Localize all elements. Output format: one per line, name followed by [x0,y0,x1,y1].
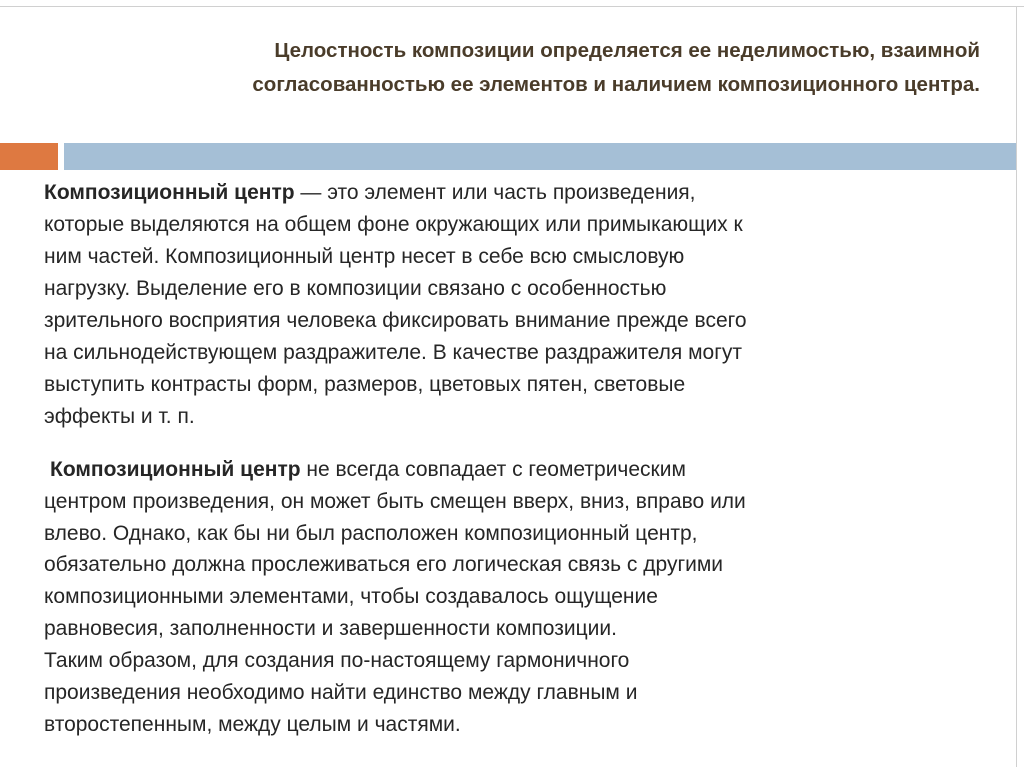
paragraph-2-line: равновесия, заполненности и завершенности композиции. [44,617,617,640]
frame-right-line [1016,6,1017,767]
accent-bar-blue [64,143,1016,170]
paragraph-2-line: центром произведения, он может быть смещен вверх, вниз, вправо или [44,490,746,513]
paragraph-1-line: ним частей. Композиционный центр несет в себе всю смысловую [44,245,685,268]
paragraph-2-line: влево. Однако, как бы ни был расположен композиционный центр, [44,522,698,545]
paragraph-2-line: композиционными элементами, чтобы создавалось ощущение [44,585,658,608]
paragraph-1-line [44,178,696,208]
paragraph-1-first-line: — это элемент или часть произведения, [294,181,696,204]
slide-title [150,34,980,102]
paragraph-2-line [50,455,686,485]
paragraph-1-line: нагрузку. Выделение его в композиции связано с особенностью [44,277,667,300]
paragraph-1-line: которые выделяются на общем фоне окружающих или примыкающих к [44,213,743,236]
paragraph-2-line: произведения необходимо найти единство между главным и [44,681,638,704]
frame-top-line [0,6,1024,7]
paragraph-1-line: зрительного восприятия человека фиксировать внимание прежде всего [44,309,747,332]
paragraph-1-line: на сильнодействующем раздражителе. В качестве раздражителя могут [44,341,742,364]
paragraph-2-first-line: не всегда совпадает с геометрическим [300,458,686,481]
term-composition-center: Композиционный центр [50,458,301,481]
title-line: Целостность композиции определяется ее неделимостью, взаимной [274,39,980,62]
paragraph-2-line: обязательно должна прослеживаться его логическая связь с другими [44,553,724,576]
paragraph-2-line: Таким образом, для создания по-настоящему гармоничного [44,649,630,672]
paragraph-1-line: эффекты и т. п. [44,405,195,428]
accent-bar-orange [0,143,58,170]
paragraph-1-line: выступить контрасты форм, размеров, цветовых пятен, световые [44,373,686,396]
paragraph-2-line: второстепенным, между целым и частями. [44,713,461,736]
title-line: согласованностью ее элементов и наличием композиционного центра. [252,73,980,96]
term-composition-center: Композиционный центр [44,181,295,204]
